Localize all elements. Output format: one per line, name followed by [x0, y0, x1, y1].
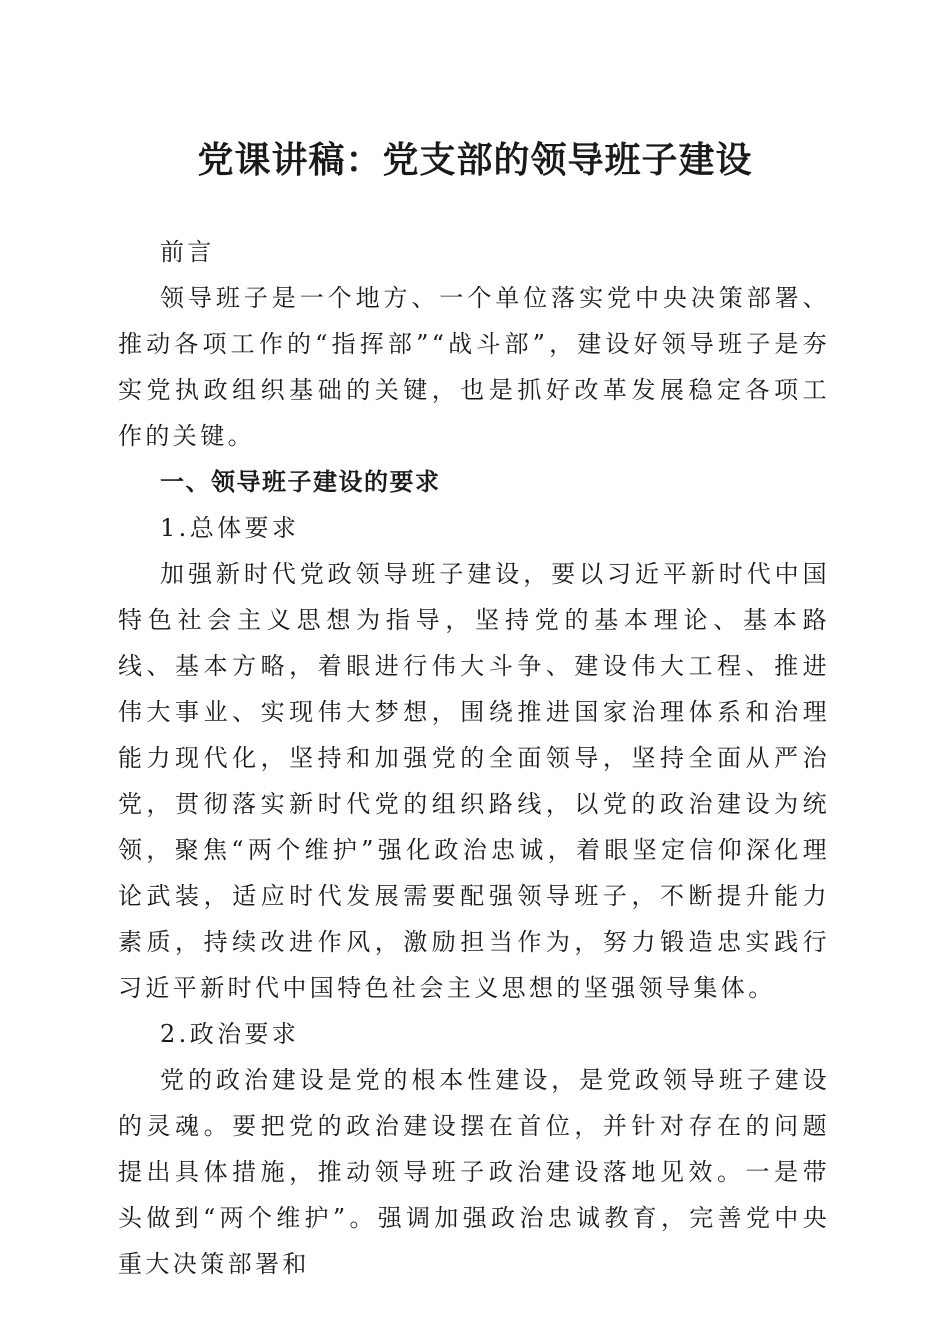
document-body	[118, 229, 830, 1287]
preface-paragraph: 领导班子是一个地方、一个单位落实党中央决策部署、推动各项工作的“指挥部”“战斗部”，建设好领导班子是夯实党执政组织基础的关键，也是抓好改革发展稳定各项工作的关键。	[118, 284, 830, 450]
document-title: 党课讲稿：党支部的领导班子建设	[197, 139, 753, 181]
subsection-1-heading: 1.总体要求	[160, 514, 300, 542]
preface-label: 前言	[160, 238, 215, 266]
section-1-heading: 一、领导班子建设的要求	[160, 468, 441, 496]
subsection-2-paragraph: 党的政治建设是党的根本性建设，是党政领导班子建设的灵魂。要把党的政治建设摆在首位，并针对存在的问题提出具体措施，推动领导班子政治建设落地见效。一是带头做到“两个维护”。强调加强政治忠诚教育，完善党中央重大决策部署和	[118, 1066, 830, 1278]
subsection-2-heading: 2.政治要求	[160, 1020, 300, 1048]
subsection-1-paragraph: 加强新时代党政领导班子建设，要以习近平新时代中国特色社会主义思想为指导，坚持党的基本理论、基本路线、基本方略，着眼进行伟大斗争、建设伟大工程、推进伟大事业、实现伟大梦想，围绕推进国家治理体系和治理能力现代化，坚持和加强党的全面领导，坚持全面从严治党，贯彻落实新时代党的组织路线，以党的政治建设为统领，聚焦“两个维护”强化政治忠诚，着眼坚定信仰深化理论武装，适应时代发展需要配强领导班子，不断提升能力素质，持续改进作风，激励担当作为，努力锻造忠实践行习近平新时代中国特色社会主义思想的坚强领导集体。	[118, 560, 830, 1002]
